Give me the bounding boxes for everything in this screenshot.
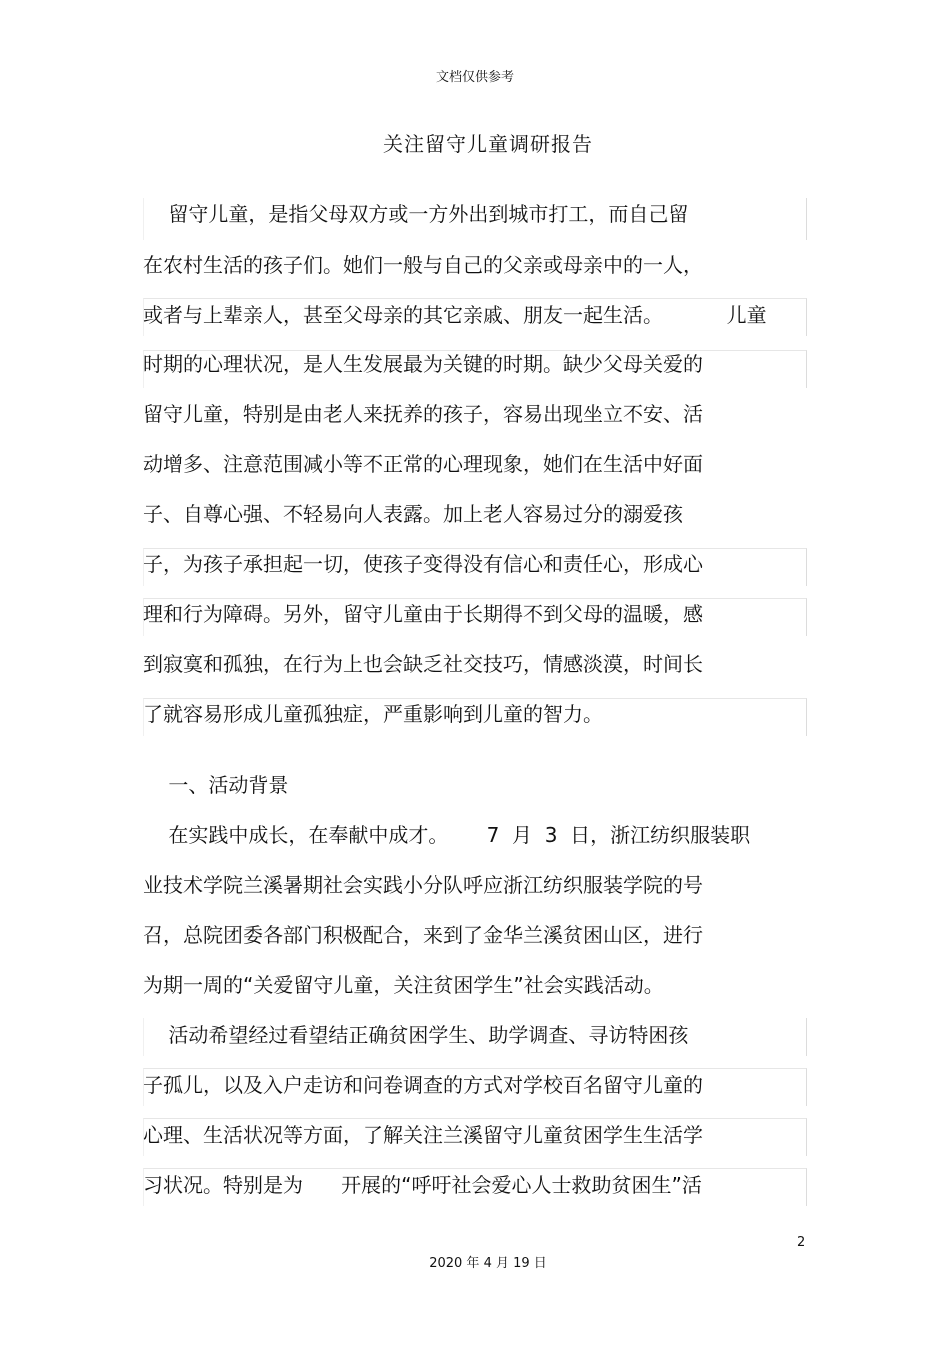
intro-line-1: 留守儿童，是指父母双方或一方外出到城市打工，而自己留 [143,202,689,226]
background-line-4: 为期一周的“关爱留守儿童，关注贫困学生”社会实践活动。 [143,973,664,997]
background-line-1: 在实践中成长，在奉献中成才。 7 月 3 日，浙江纺织服装职 [143,823,751,847]
document-title: 关注留守儿童调研报告 [383,132,593,156]
intro-line-7: 子、自尊心强、不轻易向人表露。加上老人容易过分的溺爱孩 [143,502,683,526]
activity-line-4: 习状况。特别是为 开展的“呼吁社会爱心人士救助贫困生”活 [143,1173,702,1197]
intro-line-5: 留守儿童，特别是由老人来抚养的孩子，容易出现坐立不安、活 [143,402,703,426]
intro-line-10: 到寂寞和孤独，在行为上也会缺乏社交技巧，情感淡漠，时间长 [143,652,703,676]
intro-line-8: 子，为孩子承担起一切，使孩子变得没有信心和责任心，形成心 [143,552,703,576]
page-number: 2 [797,1235,806,1250]
activity-line-1: 活动希望经过看望结正确贫困学生、助学调查、寻访特困孩 [143,1023,689,1047]
intro-line-3: 或者与上辈亲人，甚至父母亲的其它亲戚、朋友一起生活。 儿童 [143,303,767,327]
intro-line-2: 在农村生活的孩子们。她们一般与自己的父亲或母亲中的一人， [143,253,703,277]
intro-line-4: 时期的心理状况，是人生发展最为关键的时期。缺少父母关爱的 [143,352,703,376]
background-line-2: 业技术学院兰溪暑期社会实践小分队呼应浙江纺织服装学院的号 [143,873,703,897]
background-line-3: 召，总院团委各部门积极配合，来到了金华兰溪贫困山区，进行 [143,923,703,947]
intro-line-11: 了就容易形成儿童孤独症，严重影响到儿童的智力。 [143,702,603,726]
activity-line-3: 心理、生活状况等方面，了解关注兰溪留守儿童贫困学生生活学 [143,1123,703,1147]
section-heading: 一、活动背景 [143,773,289,797]
activity-line-2: 子孤儿，以及入户走访和问卷调查的方式对学校百名留守儿童的 [143,1073,703,1097]
intro-line-9: 理和行为障碍。另外，留守儿童由于长期得不到父母的温暖，感 [143,602,703,626]
intro-line-6: 动增多、注意范围减小等不正常的心理现象，她们在生活中好面 [143,452,703,476]
footer-date: 2020 年 4 月 19 日 [429,1256,547,1271]
header-note: 文档仅供参考 [435,70,514,85]
